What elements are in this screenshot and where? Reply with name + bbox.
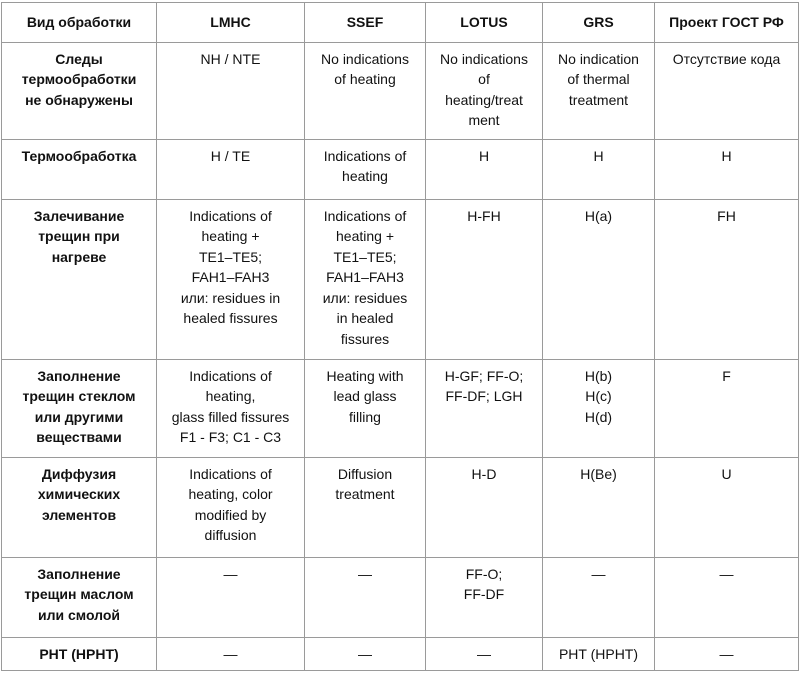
cell-text-line: H — [721, 147, 732, 164]
table-cell-type — [2, 199, 157, 359]
table-cell-lmhc — [157, 199, 305, 359]
table-cell-type — [2, 139, 157, 199]
cell-text-line: of — [478, 71, 490, 87]
table-row — [2, 359, 799, 457]
cell-text-line: H — [478, 147, 490, 164]
cell-text-line: TE1–TE5; — [333, 248, 397, 265]
header-cell-ssef: SSEF — [305, 3, 426, 43]
cell-text-line: heating — [342, 168, 388, 184]
cell-text-line: heating, color — [188, 486, 273, 502]
table-cell-lotus — [426, 637, 543, 671]
table-row — [2, 139, 799, 199]
table-cell-lmhc — [157, 457, 305, 557]
table-cell-type — [2, 42, 157, 139]
cell-text-line: трещин стеклом — [22, 388, 136, 404]
cell-text-line: Отсутствие кода — [672, 50, 781, 67]
table-cell-gost — [655, 139, 799, 199]
cell-text-line: PHT (HPHT) — [39, 645, 119, 662]
cell-text-line: FH — [717, 207, 736, 224]
cell-text-line: heating + — [201, 228, 260, 244]
cell-text-line: веществами — [36, 429, 122, 445]
table-cell-lmhc — [157, 139, 305, 199]
cell-text-line: H-D — [471, 465, 497, 482]
cell-text-line: термообработки — [21, 71, 137, 87]
treatment-comparison-table — [1, 2, 799, 671]
header-cell-lmhc: LMHC — [157, 3, 305, 43]
table-row — [2, 42, 799, 139]
table-cell-grs — [543, 557, 655, 637]
table-row — [2, 457, 799, 557]
cell-text-line: ment — [468, 112, 500, 128]
cell-text-line: H — [593, 147, 604, 164]
cell-text-line: No indications — [321, 50, 409, 67]
cell-text-line: элементов — [41, 506, 117, 523]
cell-text-line: Indications of — [189, 207, 272, 224]
cell-text-line: Indications of — [323, 147, 407, 164]
cell-text-line: FF-DF — [463, 586, 505, 602]
table-cell-lotus — [426, 199, 543, 359]
table-cell-grs — [543, 42, 655, 139]
header-row — [2, 3, 799, 43]
table-cell-lotus — [426, 557, 543, 637]
cell-text-line: H / TE — [210, 147, 251, 164]
cell-text-line: F1 - F3; C1 - C3 — [179, 429, 282, 445]
header-cell-lotus: LOTUS — [426, 3, 543, 43]
cell-text-line: PHT (HPHT) — [558, 645, 639, 662]
table-cell-ssef — [305, 42, 426, 139]
table-cell-type — [2, 557, 157, 637]
table-row — [2, 637, 799, 671]
cell-text-line: FF-O; — [465, 565, 503, 582]
cell-text-line: NH / NTE — [200, 50, 261, 67]
cell-text-line: modified by — [194, 506, 267, 523]
table-cell-gost — [655, 557, 799, 637]
table-cell-grs — [543, 139, 655, 199]
cell-text-line: не обнаружены — [25, 91, 133, 108]
cell-text-line: TE1–TE5; — [198, 248, 263, 265]
cell-text-line: H(Be) — [580, 465, 617, 482]
cell-text-line: Термообработка — [21, 147, 137, 164]
table-cell-ssef — [305, 637, 426, 671]
cell-text-line: или другими — [34, 408, 124, 425]
table-cell-grs — [543, 359, 655, 457]
cell-text-line: heating, — [205, 388, 256, 404]
table-cell-type — [2, 637, 157, 671]
cell-text-line: химических — [37, 486, 121, 502]
table-cell-ssef — [305, 557, 426, 637]
table-cell-lotus — [426, 457, 543, 557]
cell-text-line: FAH1–FAH3 — [191, 269, 270, 285]
cell-text-line: H(c) — [585, 388, 612, 404]
cell-text-line: heating + — [336, 228, 394, 244]
table-cell-grs — [543, 199, 655, 359]
cell-text-line: или: residues in — [180, 289, 281, 306]
cell-text-line: — — [719, 645, 734, 662]
table-cell-ssef — [305, 199, 426, 359]
cell-text-line: Следы — [55, 50, 103, 67]
table-cell-lmhc — [157, 637, 305, 671]
table-cell-gost — [655, 199, 799, 359]
cell-text-line: FAH1–FAH3 — [326, 269, 404, 285]
cell-text-line: нагреве — [51, 248, 107, 265]
cell-text-line: fissures — [340, 330, 390, 347]
cell-text-line: H(b) — [584, 367, 613, 384]
cell-text-line: Indications of — [323, 207, 407, 224]
header-cell-gost: Проект ГОСТ РФ — [655, 3, 799, 43]
cell-text-line: Indications of — [189, 465, 272, 482]
table-cell-gost — [655, 637, 799, 671]
cell-text-line: in healed — [336, 310, 394, 326]
table-cell-lotus — [426, 139, 543, 199]
table-cell-gost — [655, 42, 799, 139]
cell-text-line: — — [223, 645, 238, 662]
cell-text-line: treatment — [568, 91, 629, 108]
table-row — [2, 557, 799, 637]
table-cell-ssef — [305, 139, 426, 199]
cell-text-line: — — [358, 645, 372, 662]
cell-text-line: Заполнение — [37, 565, 121, 582]
cell-text-line: filling — [349, 408, 381, 425]
cell-text-line: lead glass — [333, 388, 397, 404]
table-cell-lmhc — [157, 359, 305, 457]
cell-text-line: U — [721, 465, 732, 482]
cell-text-line: или смолой — [37, 606, 121, 623]
cell-text-line: H-FH — [467, 207, 501, 224]
cell-text-line: H(a) — [584, 207, 613, 224]
cell-text-line: Diffusion — [337, 465, 393, 482]
cell-text-line: Диффузия — [41, 465, 117, 482]
cell-text-line: heating/treat — [445, 91, 523, 108]
cell-text-line: Heating with — [326, 367, 404, 384]
header-cell-treatment-type: Вид обработки — [2, 3, 157, 43]
cell-text-line: No indication — [558, 50, 639, 67]
cell-text-line: of thermal — [567, 71, 630, 87]
table-cell-grs — [543, 637, 655, 671]
cell-text-line: glass filled fissures — [171, 408, 290, 425]
cell-text-line: — — [223, 565, 238, 582]
table-cell-ssef — [305, 359, 426, 457]
cell-text-line: Indications of — [189, 367, 272, 384]
table-cell-type — [2, 457, 157, 557]
header-cell-grs: GRS — [543, 3, 655, 43]
cell-text-line: — — [591, 565, 606, 582]
table-cell-lotus — [426, 42, 543, 139]
cell-text-line: — — [477, 645, 491, 662]
table-cell-grs — [543, 457, 655, 557]
table-cell-gost — [655, 457, 799, 557]
table-cell-lmhc — [157, 557, 305, 637]
table-cell-gost — [655, 359, 799, 457]
cell-text-line: трещин при — [38, 228, 120, 244]
cell-text-line: — — [719, 565, 734, 582]
cell-text-line: FF-DF; LGH — [445, 388, 523, 404]
table-cell-ssef — [305, 457, 426, 557]
table-cell-lotus — [426, 359, 543, 457]
cell-text-line: healed fissures — [183, 310, 278, 326]
cell-text-line: или: residues — [322, 289, 408, 306]
cell-text-line: of heating — [334, 71, 396, 87]
cell-text-line: F — [722, 367, 731, 384]
table-cell-lmhc — [157, 42, 305, 139]
cell-text-line: Заполнение — [37, 367, 121, 384]
cell-text-line: H-GF; FF-O; — [444, 367, 524, 384]
cell-text-line: diffusion — [204, 527, 257, 543]
cell-text-line: Залечивание — [33, 207, 125, 224]
cell-text-line: treatment — [335, 486, 395, 502]
table-row — [2, 199, 799, 359]
cell-text-line: No indications — [440, 50, 528, 67]
cell-text-line: — — [358, 565, 372, 582]
table-cell-type — [2, 359, 157, 457]
cell-text-line: трещин маслом — [24, 586, 134, 602]
cell-text-line: H(d) — [584, 408, 613, 425]
